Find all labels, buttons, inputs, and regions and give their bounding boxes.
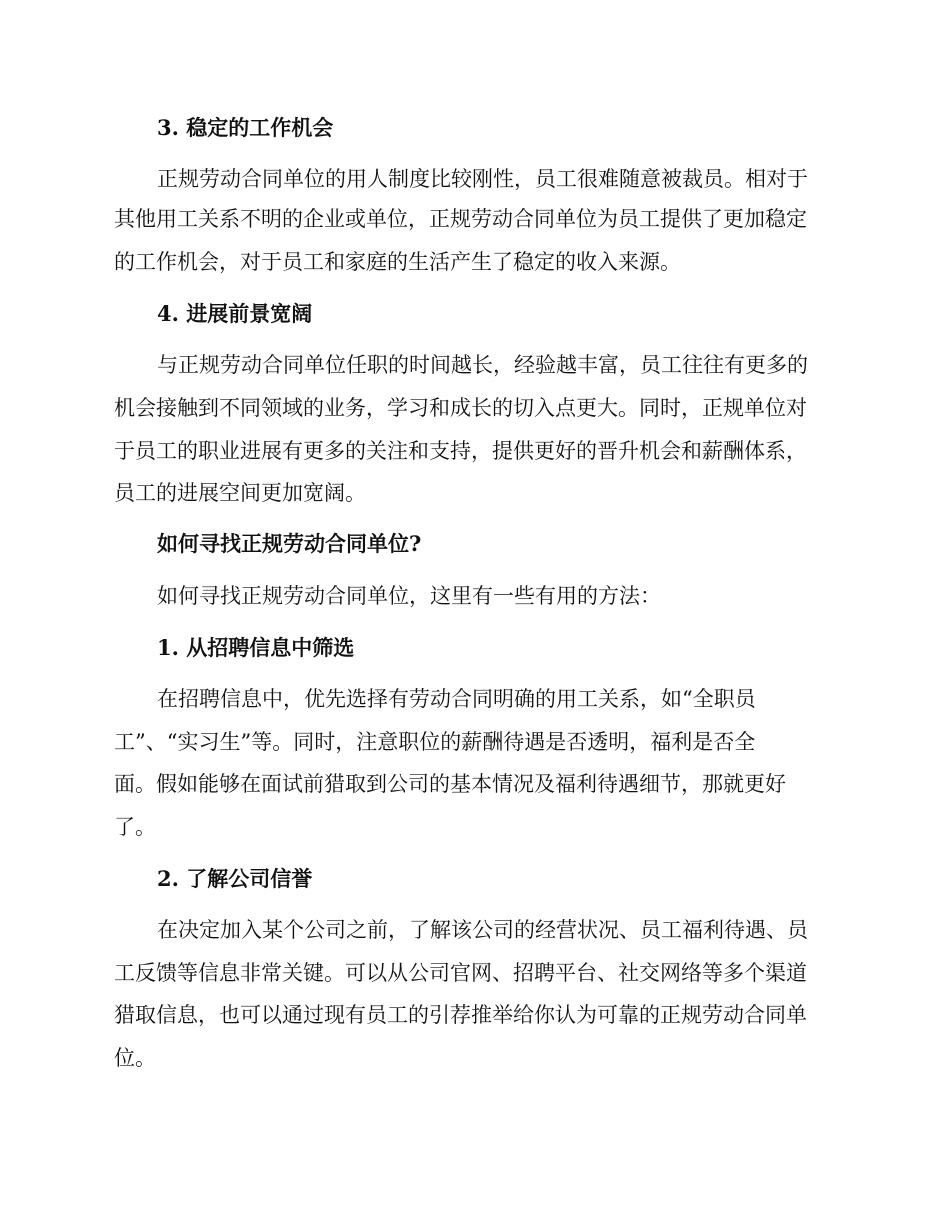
paragraph-line: 机会接触到不同领域的业务，学习和成长的切入点更大。同时，正规单位对 bbox=[114, 396, 807, 420]
paragraph-line: 位。 bbox=[114, 1046, 156, 1070]
section-heading: 如何寻找正规劳动合同单位? bbox=[157, 531, 422, 556]
section-heading: 3. 稳定的工作机会 bbox=[157, 115, 334, 140]
paragraph-line: 正规劳动合同单位的用人制度比较刚性，员工很难随意被裁员。相对于 bbox=[157, 167, 808, 191]
paragraph-line: 工反馈等信息非常关键。可以从公司官网、招聘平台、社交网络等多个渠道 bbox=[114, 961, 807, 985]
paragraph-line: 工”、“实习生”等。同时，注意职位的薪酬待遇是否透明，福利是否全 bbox=[114, 730, 756, 754]
paragraph-line: 在招聘信息中，优先选择有劳动合同明确的用工关系，如“全职员 bbox=[157, 687, 756, 711]
paragraph-line: 的工作机会，对于员工和家庭的生活产生了稳定的收入来源。 bbox=[114, 250, 681, 274]
paragraph-line: 其他用工关系不明的企业或单位，正规劳动合同单位为员工提供了更加稳定 bbox=[114, 207, 807, 231]
section-heading: 4. 进展前景宽阔 bbox=[157, 301, 313, 326]
paragraph-line: 如何寻找正规劳动合同单位，这里有一些有用的方法： bbox=[157, 584, 661, 608]
section-heading: 2. 了解公司信誉 bbox=[157, 866, 313, 891]
section-heading: 1. 从招聘信息中筛选 bbox=[157, 635, 355, 660]
paragraph-line: 员工的进展空间更加宽阔。 bbox=[114, 481, 366, 505]
paragraph-line: 猎取信息，也可以通过现有员工的引荐推举给你认为可靠的正规劳动合同单 bbox=[114, 1003, 807, 1027]
paragraph-line: 与正规劳动合同单位任职的时间越长，经验越丰富，员工往往有更多的 bbox=[157, 353, 808, 377]
paragraph-line: 在决定加入某个公司之前，了解该公司的经营状况、员工福利待遇、员 bbox=[157, 918, 808, 942]
paragraph-line: 面。假如能够在面试前猎取到公司的基本情况及福利待遇细节，那就更好 bbox=[114, 772, 786, 796]
paragraph-line: 于员工的职业进展有更多的关注和支持，提供更好的晋升机会和薪酬体系， bbox=[114, 439, 807, 463]
paragraph-line: 了。 bbox=[114, 815, 156, 839]
